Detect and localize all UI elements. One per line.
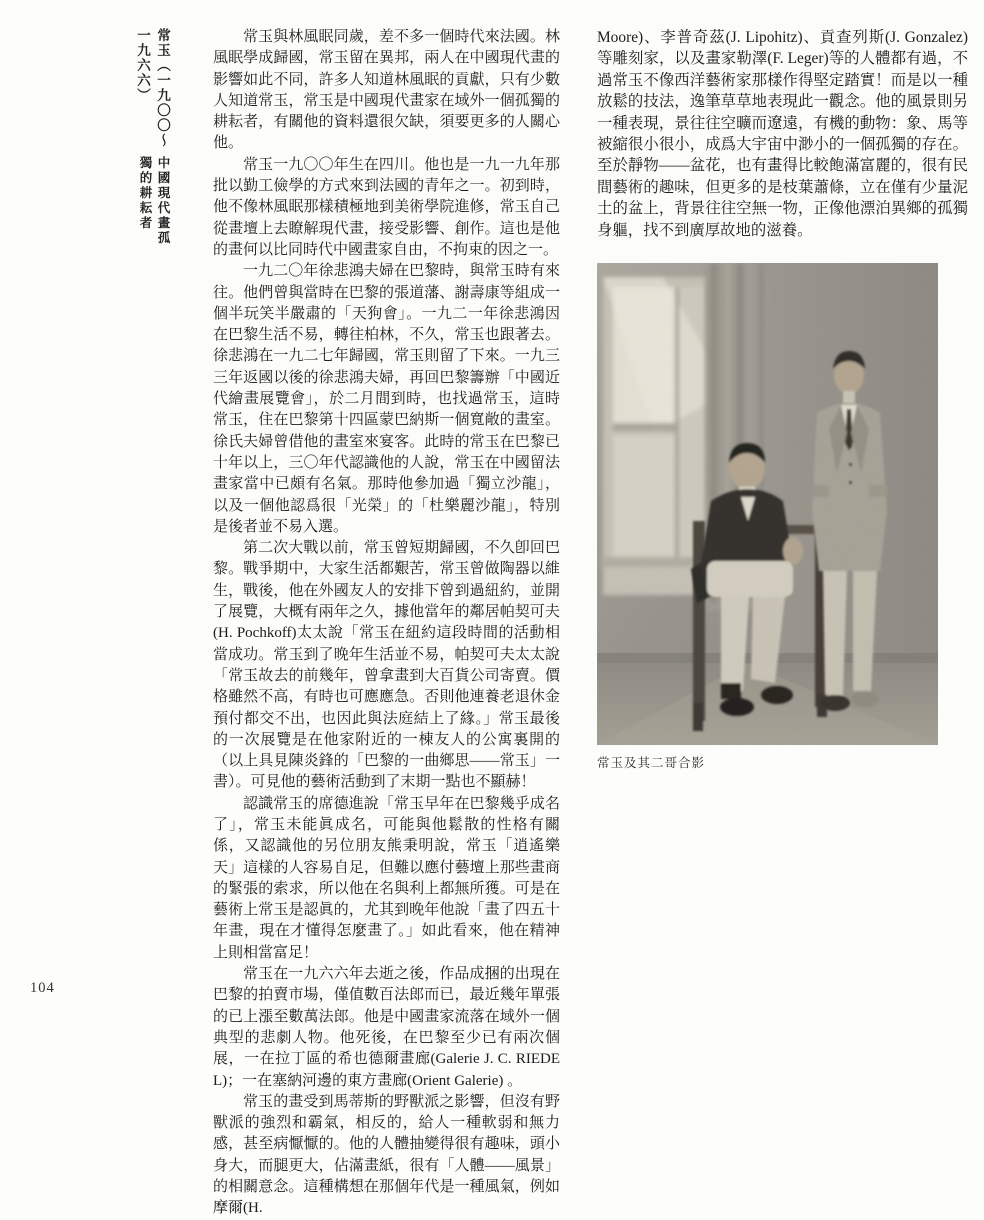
left-text-column xyxy=(213,27,560,1220)
photo-caption: 常玉及其二哥合影 xyxy=(597,756,706,770)
photo-grain-overlay xyxy=(597,263,938,745)
article-title xyxy=(118,28,172,258)
photo-illustration xyxy=(597,263,938,745)
body-paragraph: 常玉與林風眠同歲，差不多一個時代來法國。林風眠學成歸國，常玉留在異邦，兩人在中國現代畫的影響如此不同，許多人知道林風眠的貢獻，只有少數人知道常玉，常玉是中國現代畫家在域外一個孤獨的耕耘者，有關他的資料還很欠缺，須要更多的人關心他。 xyxy=(213,29,560,152)
body-paragraph: 常玉的畫受到馬蒂斯的野獸派之影響，但沒有野獸派的強烈和霸氣，相反的，給人一種軟弱和無力感，甚至病懨懨的。他的人體抽變得很有趣味，頭小身大，而腿更大，佔滿畫紙，很有「人體——風景」的相關意念。這種構想在那個年代是一種風氣，例如摩爾(H. xyxy=(213,1093,560,1217)
photo-sanyu-and-brother xyxy=(597,263,938,745)
article-title-main: 常玉（一九〇〇〜一九六六） xyxy=(135,28,170,148)
right-text-column xyxy=(597,27,968,241)
body-paragraph: 第二次大戰以前，常玉曾短期歸國，不久卽回巴黎。戰爭期中，大家生活都艱苦，常玉曾做陶器以維生，戰後，他在外國友人的安排下曾到過紐約，並開了展覽，大概有兩年之久，據他當年的鄰居帕契可夫(H. Pochkoff)太太說「常玉在紐約這段時間的活動相當成功。常玉到了晚年生活並不易，帕契可夫太太說「常玉故去的前幾年，曾拿畫到大百貨公司寄賣。價格雖然不高，有時也可應應急。否則他連養老退休金預付都交不出，也因此與法庭結上了緣。」常玉最後的一次展覽是在他家附近的一棟友人的公寓裏開的（以上具見陳炎鋒的「巴黎的一曲鄉思——常玉」一書）。可見他的藝術活動到了末期一點也不顯赫！ xyxy=(213,540,560,791)
body-paragraph: 常玉在一九六六年去逝之後，作品成捆的出現在巴黎的拍賣市場，僅值數百法郎而已，最近幾年單張的已上漲至數萬法郎。他是中國畫家流落在域外一個典型的悲劇人物。他死後，在巴黎至少已有兩次個展，一在拉丁區的希也德爾畫廊(Galerie J. C. RIEDEL)；一在塞納河邊的東方畫廊(Orient Galerie) 。 xyxy=(213,966,560,1089)
body-paragraph: 認識常玉的席德進說「常玉早年在巴黎幾乎成名了」，常玉未能眞成名，可能與他鬆散的性格有關係，又認識他的另位朋友熊秉明說，常玉「逍遙樂天」這樣的人容易自足，但難以應付藝壇上那些畫商的緊張的索求，所以他在名與利上都無所獲。可是在藝術上常玉是認眞的，尤其到晚年他說「畫了四五十年畫，現在才懂得怎麼畫了。」如此看來，他在精神上則相當富足！ xyxy=(213,795,560,961)
article-title-subtitle: 中國現代畫孤獨的耕耘者 xyxy=(138,156,170,247)
right-column-continuation-paragraph: Moore)、李普奇茲(J. Lipohitz)、貢查列斯(J. Gonzalez)等雕刻家，以及畫家勒澤(F. Leger)等的人體都有過，不過常玉不像西洋藝術家那樣作得堅定踏實！而是以一種放鬆的技法，逸筆草草地表現此一觀念。他的風景則另一種表現，景往往空曠而遼遠，有機的動物：象、馬等被縮很小很小，成爲大宇宙中渺小的一個孤獨的存在。至於靜物——盆花，也有畫得比較飽滿富麗的，很有民間藝術的趣味，但更多的是枝葉蕭條，立在僅有少量泥土的盆上，背景往往空無一物，正像他漂泊異鄉的孤獨身軀，找不到廣厚故地的滋養。 xyxy=(597,29,968,239)
page-number: 104 xyxy=(30,980,55,996)
photo-figure xyxy=(597,263,938,771)
body-paragraph: 常玉一九〇〇年生在四川。他也是一九一九年那批以勤工儉學的方式來到法國的青年之一。初到時，他不像林風眠那樣積極地到美術學院進修，常玉自己從畫壇上去瞭解現代畫，接受影響、創作。這也是他的畫何以比同時代中國畫家自由，不拘束的因之一。 xyxy=(213,156,560,258)
body-paragraph: 一九二〇年徐悲鴻夫婦在巴黎時，與常玉時有來往。他們曾與當時在巴黎的張道藩、謝壽康等組成一個半玩笑半嚴肅的「天狗會」。一九二一年徐悲鴻因在巴黎生活不易，轉往柏林，不久，常玉也跟著去。徐悲鴻在一九二七年歸國，常玉則留了下來。一九三三年返國以後的徐悲鴻夫婦，再回巴黎籌辦「中國近代繪畫展覽會」，於二月間到時，也找過常玉，這時常玉，住在巴黎第十四區蒙巴納斯一個寬敞的畫室。徐氏夫婦曾借他的畫室來宴客。此時的常玉在巴黎已十年以上，三〇年代認識他的人說，常玉在中國留法畫家當中已頗有名氣。那時他參加過「獨立沙龍」，以及一個他認爲很「光榮」的「杜樂麗沙龍」，特別是後者並不易入選。 xyxy=(213,263,560,535)
